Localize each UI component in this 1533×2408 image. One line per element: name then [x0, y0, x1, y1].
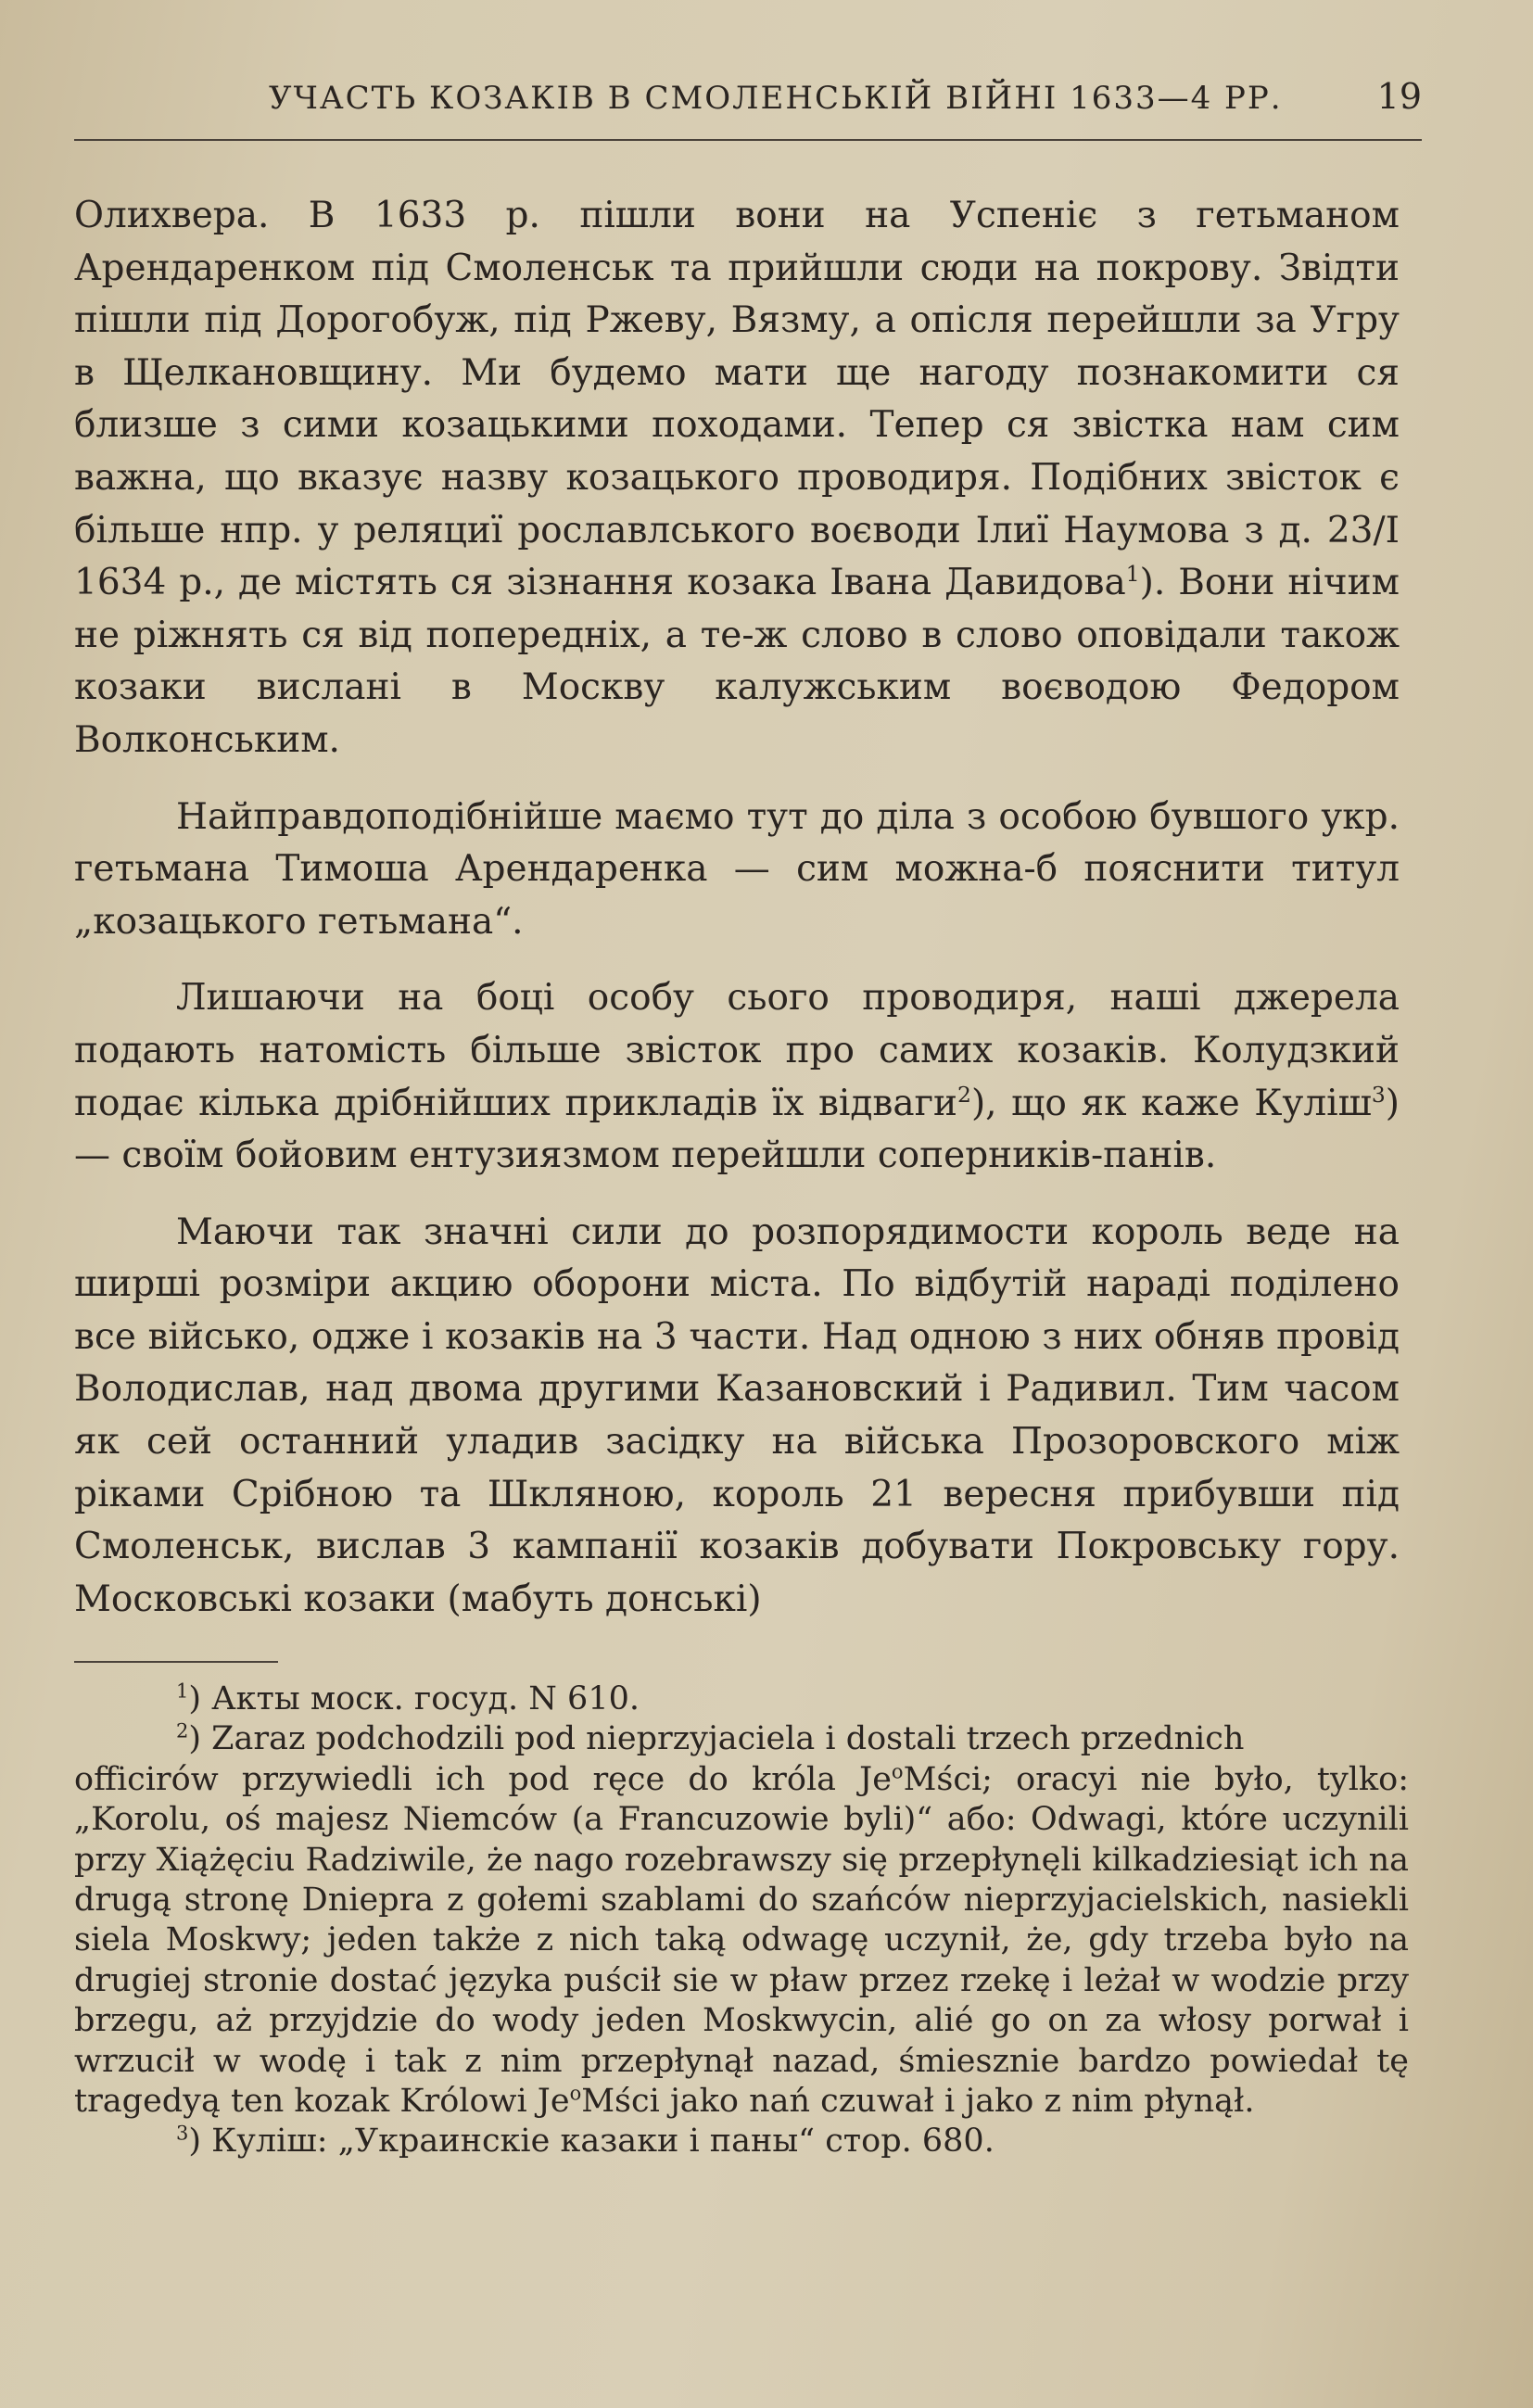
footnote-3 [74, 2122, 1409, 2161]
paragraph-3-text-end: ) — своїм бойовим ентузиязмом перейшли соперників-панів. [74, 1082, 1400, 1177]
footnote-2-sup-o: o [891, 1760, 904, 1783]
footnote-divider [74, 1661, 278, 1663]
footnote-2-text-c: Mści jako nań czuwał i jako z nim płynął. [581, 2083, 1255, 2121]
running-head: УЧАСТЬ КОЗАКІВ В СМОЛЕНСЬКІЙ ВІЙНІ 1633—4 РР. [269, 80, 1283, 117]
paragraph-3 [74, 972, 1400, 1182]
footnote-2-text-b: Mści; oracyi nie było, tylko: „Korolu, oś majesz Niemców (a Francuzowie byli)“ або: Odwagi, które uczynili przy Xiążęciu Radziwile, że nago rozebrawszy się przepłynęli kilkadziesiąt ich na drugą stronę Dniepra z gołemi szablami do szańców nieprzyjacielskich, nasiekli siela Moskwy; jeden także z nich taką odwagę uczynił, że, gdy trzeba było na drugiej stronie dostać języka puścił sie w pław przez rzekę i leżał w wodzie przy brzegu, aż przyjdzie do wody jeden Moskwycin, alié go on za włosy porwał i wrzucił w wodę i tak z nim przepłynął nazad, śmiesznie bardzo powiedał tę tragedyą ten kozak Królowi Je [74, 1760, 1409, 2121]
footnotes [74, 1679, 1409, 2162]
footnote-2-sup-o2: o [569, 2082, 582, 2105]
paragraph-1-text: Олихвера. В 1633 р. пішли вони на Успеніє з гетьманом Арендаренком під Смоленськ та прийшли сюди на покрову. Звідти пішли під Дорогобуж, під Ржеву, Вязму, а опісля перейшли за Угру в Щелкановщину. Ми будемо мати ще нагоду познакомити ся близше з сими козацькими походами. Тепер ся звістка нам сим важна, що вказує назву козацького проводиря. Подібних звісток є більше нпр. у реляциї рославлського воєводи Ілиї Наумова з д. 23/I 1634 р., де містять ся зізнання козака Івана Давидова [74, 195, 1400, 604]
paragraph-1-text-cont: ). Вони нічим не ріжнять ся від попередніх, а те-ж слово в слово оповідали також козаки вислані в Москву калужським воєводою Федором Волконським. [74, 562, 1400, 761]
paragraph-4: Маючи так значні сили до розпорядимости король веде на ширші розміри акцию оборони міста. По відбутій нараді поділено все військо, одже і козаків на 3 части. Над одною з них обняв провід Володислав, над двома другими Казановский і Радивил. Тим часом як сей останний уладив засідку на війська Прозоровского між ріками Срібною та Шкляною, король 21 вересня прибувши під Смоленськ, вислав 3 кампанії козаків добувати Покровську гору. Московські козаки (мабуть донські) [74, 1210, 1400, 1620]
footnote-mark-1: 1 [176, 1679, 189, 1703]
footnote-3-text: ) Куліш: „Украинскіе казаки і паны“ стор. 680. [188, 2123, 995, 2161]
footnote-2-cont [74, 1760, 1409, 2123]
footnote-mark-3: 3 [176, 2122, 189, 2145]
footnote-ref-2: 2 [957, 1081, 971, 1108]
paragraph-2: Найправдоподібнійше маємо тут до діла з особою бувшого укр. гетьмана Тимоша Арендаренка — сим можна-б пояснити титул „козацького гетьмана“. [74, 795, 1400, 943]
main-text [74, 190, 1400, 1650]
footnote-1-text: ) Акты моск. госуд. N 610. [188, 1680, 640, 1717]
footnote-2 [74, 1719, 1409, 1759]
paragraph-3-text-cont: ), що як каже Куліш [970, 1082, 1372, 1124]
footnote-1 [74, 1679, 1409, 1719]
paragraph-3-text: Лишаючи на боці особу сього проводиря, наші джерела подають натомість більше звісток про самих козаків. Колудзкий подає кілька дрібнійших прикладів їх відваги [74, 977, 1400, 1124]
page-header [74, 65, 1422, 141]
page-number: 19 [1376, 76, 1422, 117]
footnote-ref-3: 3 [1371, 1081, 1386, 1108]
footnote-2-lead: ) Zaraz podchodzili pod nieprzyjaciela i dostali trzech przednich [188, 1720, 1245, 1758]
footnote-2-text-a: officirów przywiedli ich pod ręce do króla Je [74, 1760, 892, 1798]
footnote-mark-2: 2 [176, 1719, 189, 1743]
footnote-ref-1: 1 [1125, 561, 1140, 588]
paragraph-1 [74, 190, 1400, 767]
